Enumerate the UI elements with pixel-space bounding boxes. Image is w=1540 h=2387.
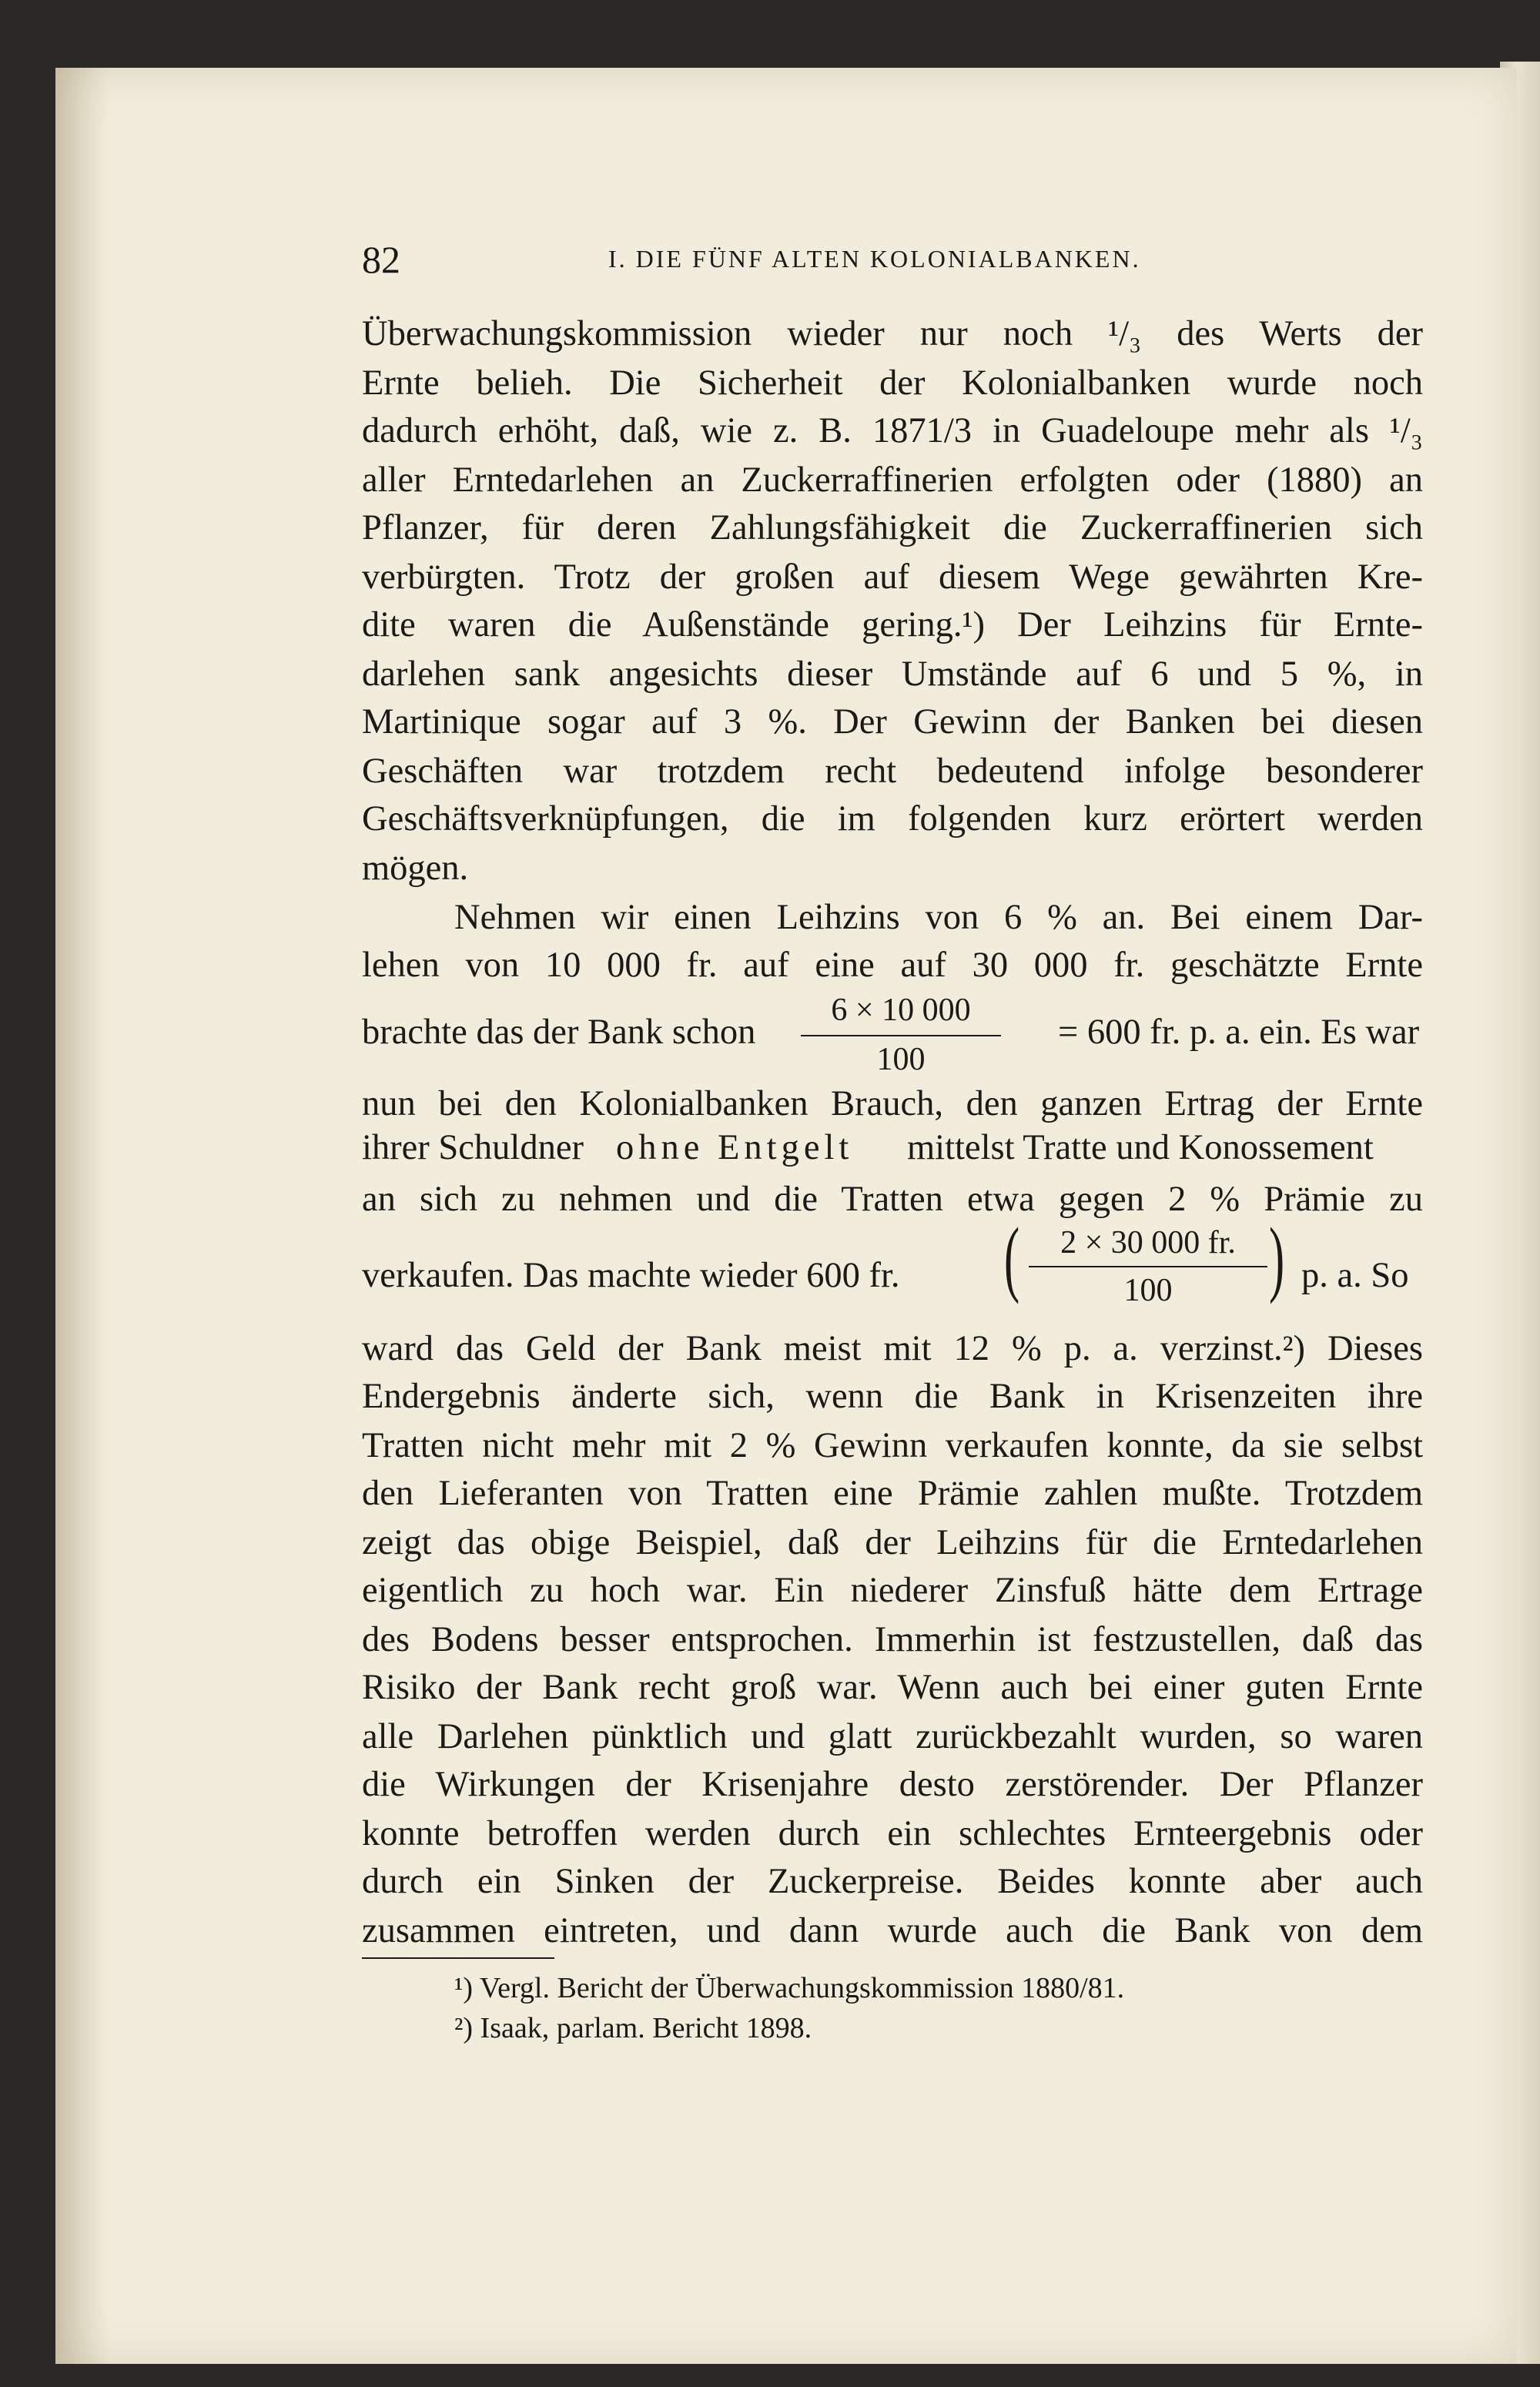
body-line: nun bei den Kolonialbanken Brauch, den ganzen Ertrag der Ernte	[362, 1084, 1423, 1123]
body-line: des Bodens besser entsprochen. Immerhin ist festzustellen, daß das	[362, 1620, 1423, 1659]
formula-1-fraction-bar	[801, 1035, 1001, 1036]
body-line: den Lieferanten von Tratten eine Prämie zahlen mußte. Trotzdem	[362, 1474, 1423, 1513]
body-line: Überwachungskommission wieder nur noch ¹/₃ des Werts der	[362, 314, 1423, 353]
body-line: Risiko der Bank recht groß war. Wenn auch bei einer guten Ernte	[362, 1668, 1423, 1707]
emphasis-line-after: mittelst Tratte und Konossement	[907, 1128, 1374, 1167]
body-line: eigentlich zu hoch war. Ein niederer Zinsfuß hätte dem Ertrage	[362, 1571, 1423, 1610]
formula-2-open-paren: (	[1004, 1210, 1020, 1304]
body-line: Endergebnis änderte sich, wenn die Bank in Krisenzeiten ihre	[362, 1377, 1423, 1416]
body-line: verbürgten. Trotz der großen auf diesem Wege gewährten Kre-	[362, 557, 1423, 597]
page-number: 82	[362, 238, 400, 281]
body-line: Geschäftsverknüpfungen, die im folgenden kurz erörtert werden	[362, 799, 1423, 839]
body-line: an sich zu nehmen und die Tratten etwa gegen 2 % Prämie zu	[362, 1180, 1423, 1219]
body-line: die Wirkungen der Krisenjahre desto zerstörender. Der Pflanzer	[362, 1765, 1423, 1804]
emphasis-spaced-text: ohne Entgelt	[616, 1128, 854, 1167]
body-line: ward das Geld der Bank meist mit 12 % p. a. verzinst.²) Dieses	[362, 1329, 1423, 1368]
body-line: zeigt das obige Beispiel, daß der Leihzins für die Erntedarlehen	[362, 1523, 1423, 1562]
body-line: darlehen sank angesichts dieser Umstände auf 6 und 5 %, in	[362, 654, 1423, 694]
gutter-shadow	[55, 68, 109, 2364]
formula-1-text-after: = 600 fr. p. a. ein. Es war	[1058, 1013, 1420, 1052]
body-line: Pflanzer, für deren Zahlungsfähigkeit die Zuckerraffinerien sich	[362, 508, 1423, 547]
body-line: aller Erntedarlehen an Zuckerraffinerien erfolgten oder (1880) an	[362, 460, 1423, 500]
footnote-rule	[362, 1957, 554, 1959]
formula-1-denominator: 100	[876, 1042, 926, 1077]
body-line: mögen.	[362, 849, 469, 888]
footnote-2: ²) Isaak, parlam. Bericht 1898.	[454, 2012, 812, 2044]
body-line: Nehmen wir einen Leihzins von 6 % an. Bei einem Dar-	[454, 898, 1423, 937]
body-line: Ernte belieh. Die Sicherheit der Kolonialbanken wurde noch	[362, 363, 1423, 403]
body-line: Martinique sogar auf 3 %. Der Gewinn der Banken bei diesen	[362, 702, 1423, 742]
formula-2-numerator: 2 × 30 000 fr.	[1060, 1225, 1236, 1260]
body-line: alle Darlehen pünktlich und glatt zurückbezahlt wurden, so waren	[362, 1717, 1423, 1756]
body-line: Geschäften war trotzdem recht bedeutend infolge besonderer	[362, 752, 1423, 791]
running-title: I. DIE FÜNF ALTEN KOLONIALBANKEN.	[608, 245, 1141, 273]
formula-2-fraction-bar	[1029, 1266, 1267, 1267]
body-line: dite waren die Außenstände gering.¹) Der Leihzins für Ernte-	[362, 605, 1423, 644]
formula-2-close-paren: )	[1269, 1210, 1285, 1304]
formula-2-text-after: p. a. So	[1301, 1256, 1409, 1295]
body-line: dadurch erhöht, daß, wie z. B. 1871/3 in Guadeloupe mehr als ¹/₃	[362, 411, 1423, 450]
body-line: konnte betroffen werden durch ein schlechtes Ernteergebnis oder	[362, 1814, 1423, 1853]
body-line: durch ein Sinken der Zuckerpreise. Beides konnte aber auch	[362, 1862, 1423, 1901]
emphasis-line-before: ihrer Schuldner	[362, 1128, 584, 1167]
formula-2-denominator: 100	[1123, 1273, 1173, 1308]
body-line: zusammen eintreten, und dann wurde auch die Bank von dem	[362, 1911, 1423, 1950]
formula-1-numerator: 6 × 10 000	[831, 993, 971, 1028]
formula-1-text-before: brachte das der Bank schon	[362, 1013, 756, 1052]
footnote-1: ¹) Vergl. Bericht der Überwachungskommission 1880/81.	[454, 1972, 1125, 2004]
formula-2-text-before: verkaufen. Das machte wieder 600 fr.	[362, 1256, 900, 1295]
body-line: Tratten nicht mehr mit 2 % Gewinn verkaufen konnte, da sie selbst	[362, 1426, 1423, 1465]
body-line: lehen von 10 000 fr. auf eine auf 30 000 fr. geschätzte Ernte	[362, 946, 1423, 985]
